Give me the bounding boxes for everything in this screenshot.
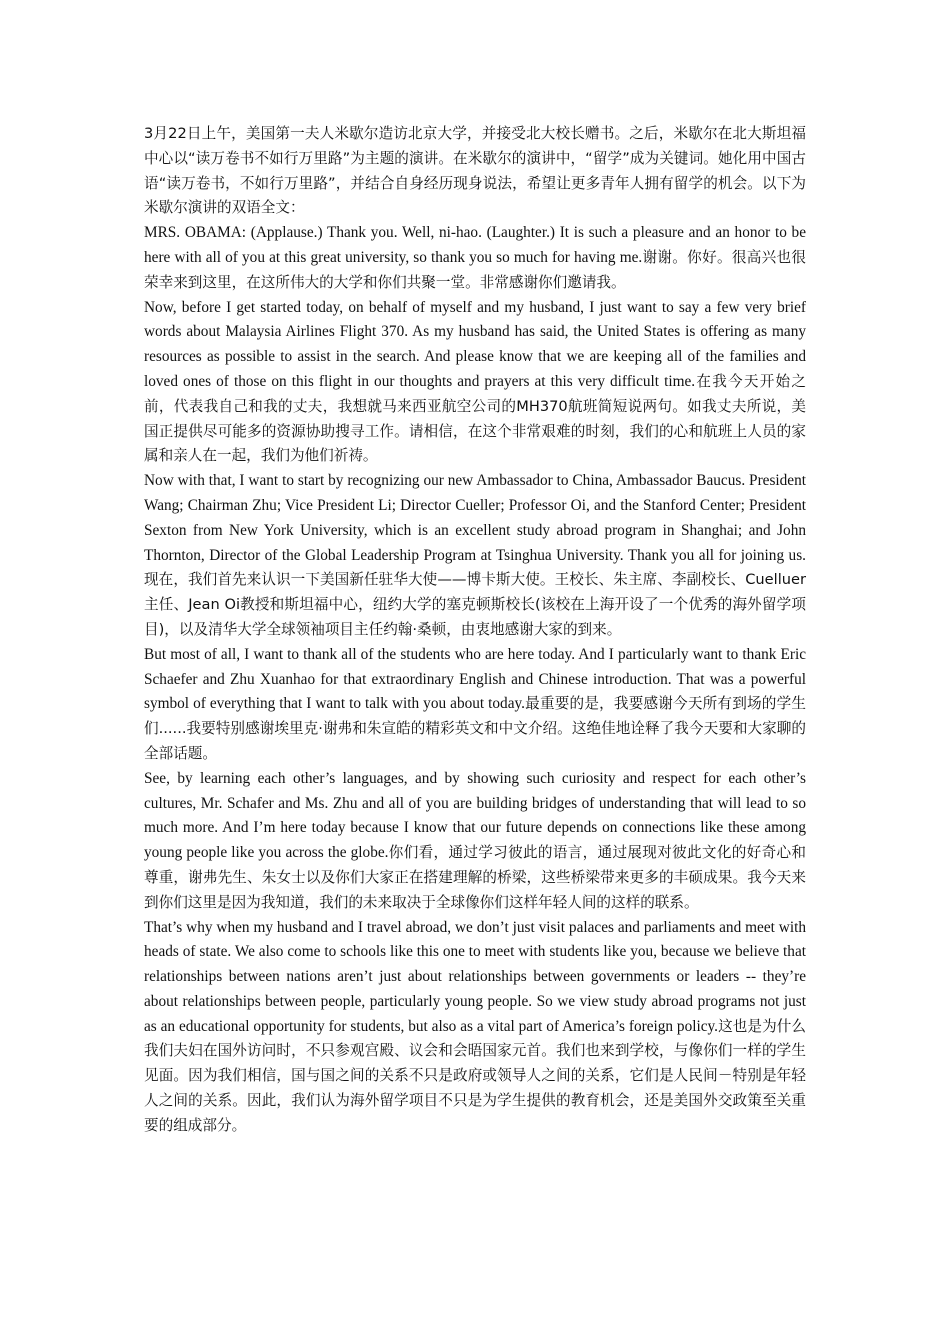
speech-paragraph-5 xyxy=(144,767,806,916)
chinese-text: 你们看，通过学习彼此的语言，通过展现对彼此文化的好奇心和尊重，谢弗先生、朱女士以及你们大家正在搭建理解的桥梁，这些桥梁带来更多的丰硕成果。我今天来到你们这里是因为我知道，我们的未来取决于全球像你们这样年轻人间的这样的联系。 xyxy=(144,844,806,911)
english-text: But most of all, I want to thank all of the students who are here today. And I particularly want to thank Eric Schaefer and Zhu Xuanhao for that extraordinary English and Chinese introduction. That was a powerful symbol of everything that I want to talk with you about today. xyxy=(144,645,806,713)
english-text: That’s why when my husband and I travel abroad, we don’t just visit palaces and parliaments and meet with heads of state. We also come to schools like this one to meet with students like you, because we believe that relationships between nations aren’t just about relationships between governments or leaders -- they’re about relationships between people, particularly young people. So we view study abroad programs not just as an educational opportunity for students, but also as a vital part of America’s foreign policy. xyxy=(144,918,806,1035)
chinese-text: 现在，我们首先来认识一下美国新任驻华大使——博卡斯大使。王校长、朱主席、李副校长、Cuelluer主任、Jean Oi教授和斯坦福中心，纽约大学的塞克顿斯校长(该校在上海开设了一个优秀的海外留学项目)，以及清华大学全球领袖项目主任约翰·桑顿，由衷地感谢大家的到来。 xyxy=(144,571,806,638)
chinese-text: 这也是为什么我们夫妇在国外访问时，不只参观宫殿、议会和会晤国家元首。我们也来到学校，与像你们一样的学生见面。因为我们相信，国与国之间的关系不只是政府或领导人之间的关系，它们是人民间－特别是年轻人之间的关系。因此，我们认为海外留学项目不只是为学生提供的教育机会，还是美国外交政策至关重要的组成部分。 xyxy=(144,1017,806,1134)
speech-paragraph-4 xyxy=(144,643,806,767)
english-text: Now with that, I want to start by recognizing our new Ambassador to China, Ambassador Baucus. President Wang; Chairman Zhu; Vice President Li; Director Cueller; Professor Oi, and the Stanford Center; President Sexton from New York University, which is an excellent study abroad program in Shanghai; and John Thornton, Director of the Global Leadership Program at Tsinghua University. Thank you all for joining us. xyxy=(144,472,806,564)
speech-paragraph-3 xyxy=(144,469,806,643)
chinese-text: 在我今天开始之前，代表我自己和我的丈夫，我想就马来西亚航空公司的MH370航班简短说两句。如我丈夫所说，美国正提供尽可能多的资源协助搜寻工作。请相信，在这个非常艰难的时刻，我们的心和航班上人员的家属和亲人在一起，我们为他们祈祷。 xyxy=(144,372,806,465)
english-text: Now, before I get started today, on behalf of myself and my husband, I just want to say a few very brief words about Malaysia Airlines Flight 370. As my husband has said, the United States is offering as many resources as possible to assist in the search. And please know that we are keeping all of the families and loved ones of those on this flight in our thoughts and prayers at this very difficult time. xyxy=(144,298,806,390)
speech-paragraph-1 xyxy=(144,221,806,295)
english-text: See, by learning each other’s languages, and by showing such curiosity and respect for each other’s cultures, Mr. Schafer and Ms. Zhu and all of you are building bridges of understanding that will lead to so much more. And I’m here today because I know that our future depends on connections like these among young people like you across the globe. xyxy=(144,769,806,862)
chinese-text: 谢谢。你好。很高兴也很荣幸来到这里，在这所伟大的大学和你们共聚一堂。非常感谢你们邀请我。 xyxy=(144,248,806,291)
english-text: MRS. OBAMA: (Applause.) Thank you. Well, ni-hao. (Laughter.) It is such a pleasure and an honor to be here with all of you at this great university, so thank you so much for having me. xyxy=(144,224,806,266)
intro-paragraph: 3月22日上午，美国第一夫人米歇尔造访北京大学，并接受北大校长赠书。之后，米歇尔在北大斯坦福中心以“读万卷书不如行万里路”为主题的演讲。在米歇尔的演讲中，“留学”成为关键词。她化用中国古语“读万卷书，不如行万里路”，并结合自身经历现身说法，希望让更多青年人拥有留学的机会。以下为米歇尔演讲的双语全文： xyxy=(144,125,806,217)
document-body xyxy=(144,122,806,1139)
speech-paragraph-2 xyxy=(144,296,806,470)
chinese-text: 最重要的是，我要感谢今天所有到场的学生们......我要特别感谢埃里克·谢弗和朱宣皓的精彩英文和中文介绍。这绝佳地诠释了我今天要和大家聊的全部话题。 xyxy=(144,695,806,762)
speech-paragraph-6 xyxy=(144,916,806,1139)
